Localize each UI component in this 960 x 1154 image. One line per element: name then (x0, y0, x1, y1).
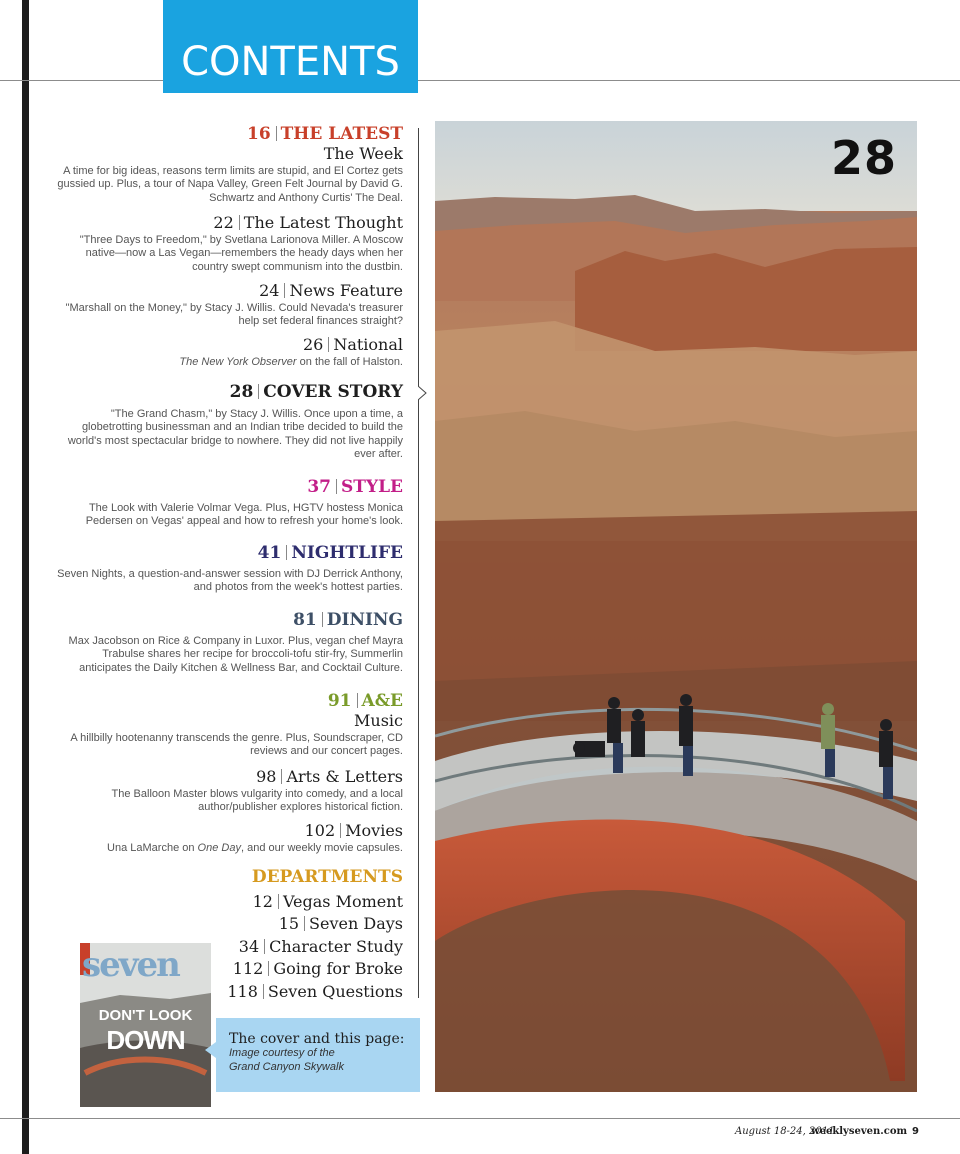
section-subtitle: The Week (323, 144, 403, 163)
section-heading: 37 STYLE (307, 477, 403, 497)
section-heading: 28 COVER STORY (229, 382, 403, 402)
cover-headline-top: DON'T LOOK (98, 1007, 193, 1024)
section-description: Max Jacobson on Rice & Company in Luxor. Plus, vegan chef Mayra Trabulse shares her recipe for broccoli-tofu stir-fry, Summerlin anticipates the Daily Kitchen & Wellness Bar, and Cocktail Culture. (68, 635, 403, 674)
binding-spine (22, 0, 29, 1154)
section-description: "Marshall on the Money," by Stacy J. Willis. Could Nevada's treasurer help set federal finances straight? (65, 302, 403, 328)
toc-entry-the-latest[interactable] (50, 125, 403, 205)
cover-headline-bottom: DOWN (106, 1025, 185, 1055)
cover-thumbnail[interactable] (80, 943, 211, 1107)
toc-entry-arts-letters[interactable] (50, 767, 403, 815)
section-subtitle: Music (354, 711, 403, 730)
department-item[interactable]: 15 Seven Days (278, 914, 403, 934)
section-description: "Three Days to Freedom," by Svetlana Larionova Miller. A Moscow native—now a Las Vegan—remembers the heady days when her country swept communism into the dustbin. (79, 234, 403, 273)
toc-entry-cover-story[interactable] (50, 383, 403, 462)
chevron-right-icon (418, 386, 428, 400)
section-description: Una LaMarche on One Day, and our weekly movie capsules. (107, 842, 403, 854)
section-heading: 26 National (302, 335, 403, 354)
toc-entry-latest-thought[interactable] (50, 213, 403, 274)
page-title: CONTENTS (181, 39, 400, 85)
caption-pointer (205, 1042, 216, 1058)
cover-story-photo[interactable] (435, 121, 917, 1092)
section-heading: 91 A&E (327, 691, 403, 711)
toc-entry-ae[interactable] (50, 692, 403, 759)
section-description: A time for big ideas, reasons term limits are stupid, and El Cortez gets gussied up. Plus, a tour of Napa Valley, Green Felt Journal by David G. Schwartz and Anthony Curtis' The Deal. (57, 165, 403, 204)
department-item[interactable]: 34 Character Study (238, 936, 403, 956)
section-heading: 81 DINING (293, 610, 403, 630)
section-heading: 24 News Feature (259, 281, 403, 300)
canyon-skywalk-illustration (435, 121, 917, 1092)
departments-heading: DEPARTMENTS (251, 867, 403, 887)
section-description: The Look with Valerie Volmar Vega. Plus, HGTV hostess Monica Pedersen on Vegas' appeal and how to refresh your home's look. (85, 502, 403, 528)
department-item[interactable]: 112 Going for Broke (232, 959, 403, 979)
photo-page-number: 28 (830, 131, 897, 185)
section-description: The Balloon Master blows vulgarity into comedy, and a local author/publisher explores historical fiction. (111, 788, 403, 814)
section-heading: 102 Movies (304, 821, 403, 840)
footer-site[interactable]: weeklyseven.com (811, 1126, 908, 1137)
footer-date: August 18-24, 2011 (735, 1126, 835, 1137)
caption-credit-line2: Grand Canyon Skywalk (229, 1060, 344, 1073)
section-heading: 41 NIGHTLIFE (257, 543, 403, 563)
toc-entry-style[interactable] (50, 478, 403, 529)
section-heading: 16 THE LATEST (246, 124, 403, 144)
cover-logo: seven (82, 945, 179, 985)
top-rule (0, 80, 960, 81)
section-description: The New York Observer on the fall of Halston. (179, 356, 403, 368)
toc-entry-national[interactable] (50, 335, 403, 369)
section-description: A hillbilly hootenanny transcends the genre. Plus, Soundscraper, CD reviews and our concert pages. (70, 732, 403, 758)
toc-entry-movies[interactable] (50, 821, 403, 855)
department-item[interactable]: 12 Vegas Moment (252, 892, 403, 911)
caption-credit-line1: Image courtesy of the (229, 1047, 335, 1059)
caption-title: The cover and this page: (229, 1031, 405, 1047)
section-description: Seven Nights, a question-and-answer session with DJ Derrick Anthony, and photos from the week's hottest parties. (57, 568, 403, 594)
department-item[interactable]: 118 Seven Questions (227, 981, 403, 1001)
section-heading: 22 The Latest Thought (213, 213, 403, 232)
toc-entry-dining[interactable] (50, 611, 403, 675)
section-description: "The Grand Chasm," by Stacy J. Willis. Once upon a time, a globetrotting businessman and an Indian tribe decided to build the world's most spectacular bridge to nowhere. They did not live happily ever after. (67, 408, 403, 461)
footer-page-number: 9 (912, 1126, 919, 1137)
column-divider (418, 128, 419, 998)
toc-entry-nightlife[interactable] (50, 544, 403, 595)
toc-entry-news-feature[interactable] (50, 281, 403, 329)
bottom-rule (0, 1118, 960, 1119)
cover-caption (216, 1018, 420, 1092)
section-heading: 98 Arts & Letters (256, 767, 403, 786)
contents-header (163, 0, 418, 93)
